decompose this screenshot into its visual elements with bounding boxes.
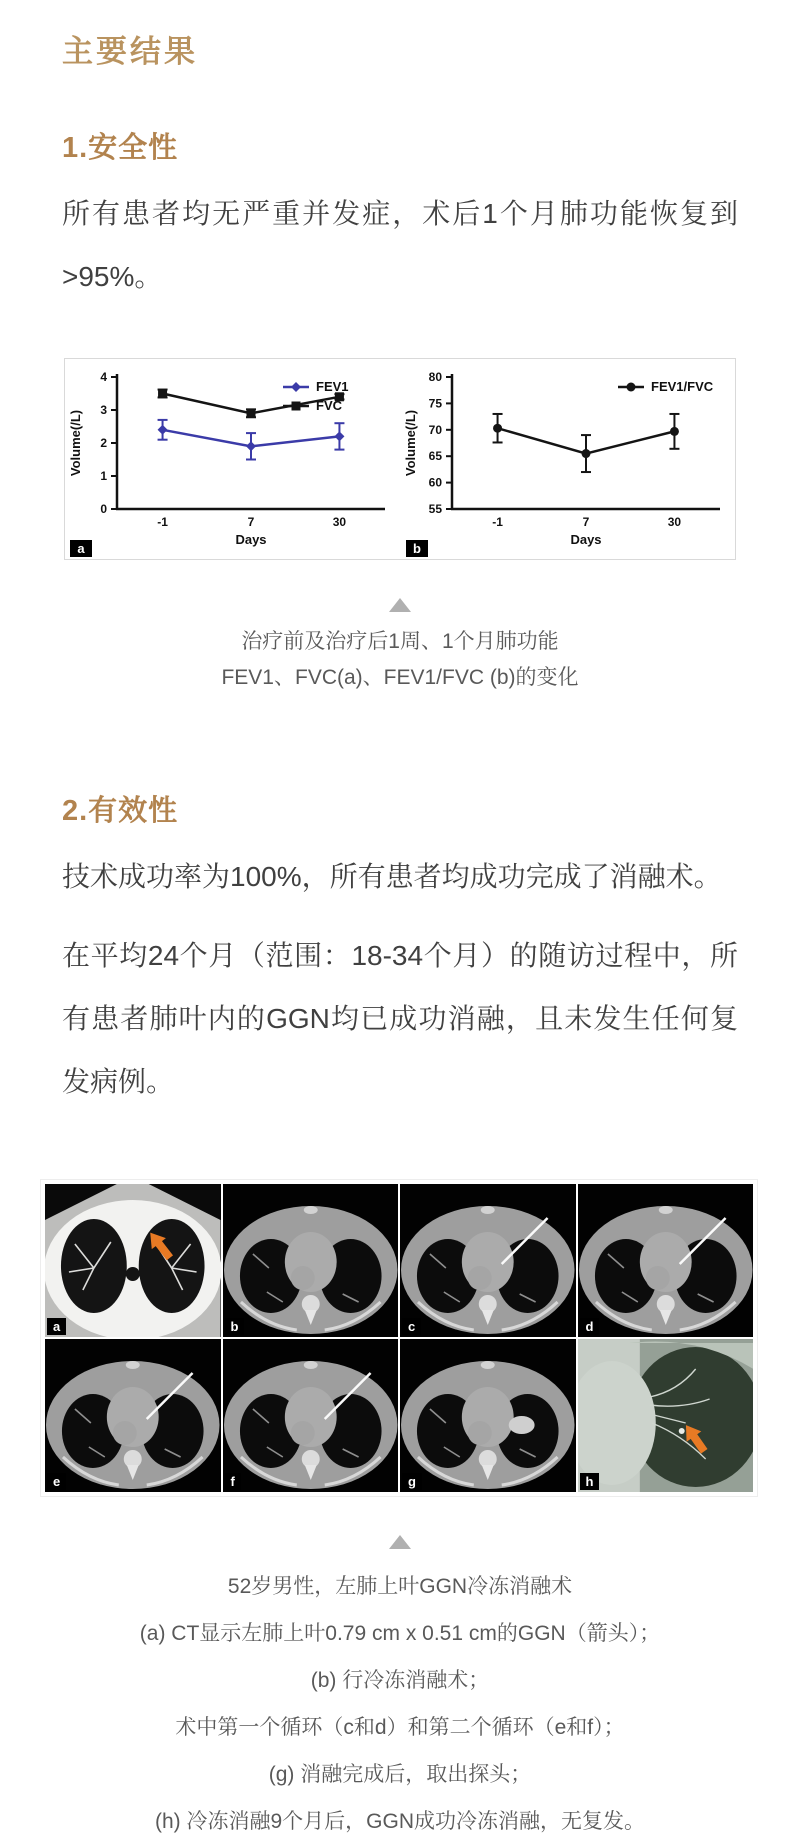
svg-text:30: 30 <box>667 515 682 529</box>
figure2-caption-line-5: (g) 消融完成后，取出探头； <box>268 1763 532 1786</box>
figure2-caption <box>62 1563 738 1845</box>
svg-text:-1: -1 <box>157 515 168 529</box>
figure1-caption-line1: 治疗前及治疗后1周、1个月肺功能 <box>241 630 559 653</box>
ct-panel-label: g <box>402 1473 422 1490</box>
triangle-up-icon <box>389 1535 411 1549</box>
figure1-panel-label-a: a <box>70 540 92 557</box>
ct-scan-image <box>223 1339 399 1492</box>
svg-text:80: 80 <box>428 370 442 384</box>
svg-text:2: 2 <box>100 436 107 450</box>
svg-text:FVC: FVC <box>316 398 342 413</box>
figure2-caption-line-3: (b) 行冷冻消融术； <box>310 1669 490 1692</box>
figure2-caption-line-1: 52岁男性，左肺上叶GGN冷冻消融术 <box>227 1575 573 1598</box>
line-chart-svg <box>400 359 736 559</box>
triangle-up-icon <box>389 598 411 612</box>
ct-scan-image <box>578 1184 754 1337</box>
svg-text:1: 1 <box>100 469 107 483</box>
svg-text:4: 4 <box>100 370 107 384</box>
ct-scan-image <box>400 1184 576 1337</box>
figure1-caption-line2: FEV1、FVC(a)、FEV1/FVC (b)的变化 <box>221 666 579 689</box>
ct-panel-f <box>223 1339 399 1492</box>
svg-text:Volume(/L): Volume(/L) <box>68 409 83 477</box>
svg-text:3: 3 <box>100 403 107 417</box>
section-safety <box>62 125 738 308</box>
ct-scan-image <box>45 1339 221 1492</box>
page-title: 主要结果 <box>62 34 198 70</box>
ct-scan-image <box>578 1339 754 1492</box>
ct-scan-image <box>400 1339 576 1492</box>
svg-text:Days: Days <box>570 532 602 547</box>
ct-panel-d <box>578 1184 754 1337</box>
svg-text:60: 60 <box>428 475 442 490</box>
svg-text:75: 75 <box>428 396 442 411</box>
ct-panel-label: b <box>225 1318 245 1335</box>
svg-text:Days: Days <box>235 532 267 547</box>
svg-text:0: 0 <box>100 502 107 516</box>
efficacy-paragraph-1: 技术成功率为100%，所有患者均成功完成了消融术。 <box>62 861 722 892</box>
ct-panel-b <box>223 1184 399 1337</box>
figure2-caption-line-6: (h) 冷冻消融9个月后，GGN成功冷冻消融，无复发。 <box>154 1810 645 1833</box>
ct-panel-c <box>400 1184 576 1337</box>
svg-text:7: 7 <box>247 515 255 529</box>
ct-panel-label: h <box>580 1473 600 1490</box>
efficacy-heading: 2.有效性 <box>62 795 179 827</box>
safety-heading: 1.安全性 <box>62 132 179 164</box>
line-chart-svg <box>65 359 401 559</box>
ct-panel-label: f <box>225 1473 241 1490</box>
figure1-panel-label-b: b <box>406 540 428 557</box>
ct-scan-image <box>45 1184 221 1337</box>
ct-panel-label: a <box>47 1318 66 1335</box>
svg-text:FEV1: FEV1 <box>316 379 349 394</box>
figure1-caption <box>62 624 738 696</box>
ct-image-grid <box>45 1184 753 1492</box>
ct-panel-h <box>578 1339 754 1492</box>
ct-scan-image <box>223 1184 399 1337</box>
chart-panel-a <box>65 359 400 559</box>
figure2-caption-line-2: (a) CT显示左肺上叶0.79 cm x 0.51 cm的GGN（箭头）； <box>139 1622 661 1645</box>
svg-text:70: 70 <box>428 422 442 437</box>
figure2-caption-line-4: 术中第一个循环（c和d）和第二个循环（e和f）； <box>175 1716 625 1739</box>
svg-text:65: 65 <box>428 449 442 464</box>
ct-panel-a <box>45 1184 221 1337</box>
ct-panel-g <box>400 1339 576 1492</box>
pulmonary-function-figure <box>64 358 736 560</box>
ct-panel-label: e <box>47 1473 66 1490</box>
svg-text:30: 30 <box>332 515 347 529</box>
ct-panel-label: c <box>402 1318 421 1335</box>
ct-panel-label: d <box>580 1318 600 1335</box>
efficacy-paragraph-2: 在平均24个月（范围：18-34个月）的随访过程中，所有患者肺叶内的GGN均已成功消融，且未发生任何复发病例。 <box>62 940 738 1097</box>
svg-text:FEV1/FVC: FEV1/FVC <box>651 379 714 394</box>
svg-text:55: 55 <box>428 502 442 516</box>
svg-text:-1: -1 <box>492 515 503 529</box>
safety-paragraph: 所有患者均无严重并发症，术后1个月肺功能恢复到>95%。 <box>62 198 738 292</box>
chart-panel-b <box>400 359 735 559</box>
section-efficacy <box>62 788 738 1113</box>
ct-image-figure <box>40 1179 758 1497</box>
ct-panel-e <box>45 1339 221 1492</box>
svg-text:7: 7 <box>582 515 590 529</box>
svg-text:Volume(/L): Volume(/L) <box>403 409 418 477</box>
